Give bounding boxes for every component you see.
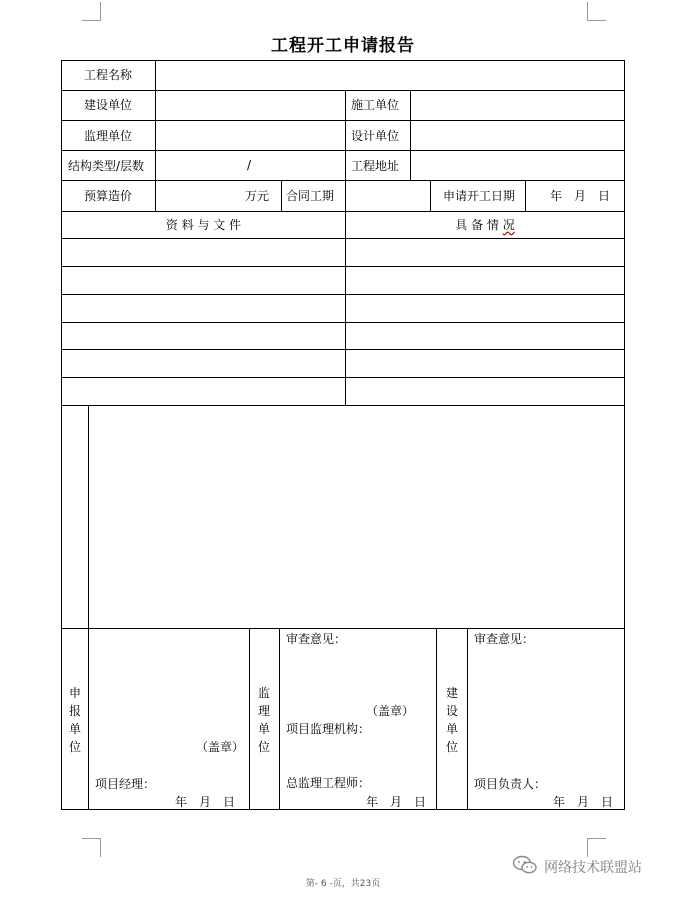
col-line xyxy=(467,628,468,810)
label-project-name: 工程名称 xyxy=(84,68,133,82)
col-line xyxy=(155,60,156,211)
label-supervision-unit-vertical: 监理单位 xyxy=(257,686,270,754)
col-line xyxy=(525,180,526,211)
row-line xyxy=(61,322,624,323)
row-line xyxy=(61,120,624,121)
col-line xyxy=(345,90,346,180)
spellcheck-mark: 况 xyxy=(502,218,515,232)
label-owner-unit-vertical: 建设单位 xyxy=(445,686,458,754)
structure-floors-separator: / xyxy=(247,158,252,172)
col-line xyxy=(345,211,346,405)
row-line xyxy=(61,377,624,378)
label-supervision-unit: 监理单位 xyxy=(84,129,133,143)
budget-unit: 万元 xyxy=(245,189,270,203)
crop-mark-bottom-left xyxy=(82,838,101,857)
page-title: 工程开工申请报告 xyxy=(271,36,415,56)
wechat-icon xyxy=(512,855,538,879)
label-contract-period: 合同工期 xyxy=(286,189,335,203)
table-border-left xyxy=(61,60,62,810)
supervision-review-opinion: 审查意见： xyxy=(286,632,347,646)
page-footer: 第- 6 -页，共23页 xyxy=(305,879,381,889)
col-line xyxy=(436,628,437,810)
table-border-top xyxy=(61,60,624,61)
table-border-bottom xyxy=(61,809,624,810)
label-apply-start-date: 申请开工日期 xyxy=(443,189,516,203)
label-applicant-unit: 申报单位 xyxy=(68,686,81,754)
label-supervision-org: 项目监理机构： xyxy=(286,722,371,736)
materials-column-header: 资 料 与 文 件 xyxy=(165,218,242,232)
crop-mark-top-left xyxy=(82,2,101,21)
col-line xyxy=(88,405,89,810)
label-project-principal: 项目负责人： xyxy=(474,777,547,791)
col-line xyxy=(279,628,280,810)
label-construction-unit: 施工单位 xyxy=(351,98,400,112)
col-line xyxy=(249,628,250,810)
crop-mark-top-right xyxy=(587,2,606,21)
label-project-manager: 项目经理： xyxy=(95,777,156,791)
row-line xyxy=(61,349,624,350)
table-border-right xyxy=(624,60,625,810)
col-line xyxy=(410,90,411,180)
row-line xyxy=(61,238,624,239)
owner-date: 年 月 日 xyxy=(553,795,614,809)
row-line xyxy=(61,150,624,151)
label-budget-cost: 预算造价 xyxy=(84,189,133,203)
crop-mark-bottom-right xyxy=(587,838,606,857)
row-line xyxy=(61,405,624,406)
status-column-header: 具 备 情 况 xyxy=(455,218,515,232)
owner-review-opinion: 审查意见： xyxy=(474,632,535,646)
applicant-seal: （盖章） xyxy=(196,740,245,754)
watermark xyxy=(512,856,642,878)
row-line xyxy=(61,90,624,91)
label-structure-floors: 结构类型/层数 xyxy=(68,159,145,173)
watermark-text: 网络技术联盟站 xyxy=(544,860,642,876)
apply-start-date-value: 年 月 日 xyxy=(550,189,611,203)
label-site-address: 工程地址 xyxy=(351,159,400,173)
row-line xyxy=(61,180,624,181)
row-line xyxy=(61,294,624,295)
col-line xyxy=(281,180,282,211)
supervision-seal: （盖章） xyxy=(366,704,415,718)
row-line xyxy=(61,628,624,629)
row-line xyxy=(61,211,624,212)
label-design-unit: 设计单位 xyxy=(351,129,400,143)
supervision-date: 年 月 日 xyxy=(366,795,427,809)
row-line xyxy=(61,266,624,267)
col-line xyxy=(430,180,431,211)
col-line xyxy=(345,180,346,211)
label-owner-unit: 建设单位 xyxy=(84,98,133,112)
label-chief-supervisor: 总监理工程师： xyxy=(286,776,371,790)
applicant-date: 年 月 日 xyxy=(175,795,236,809)
